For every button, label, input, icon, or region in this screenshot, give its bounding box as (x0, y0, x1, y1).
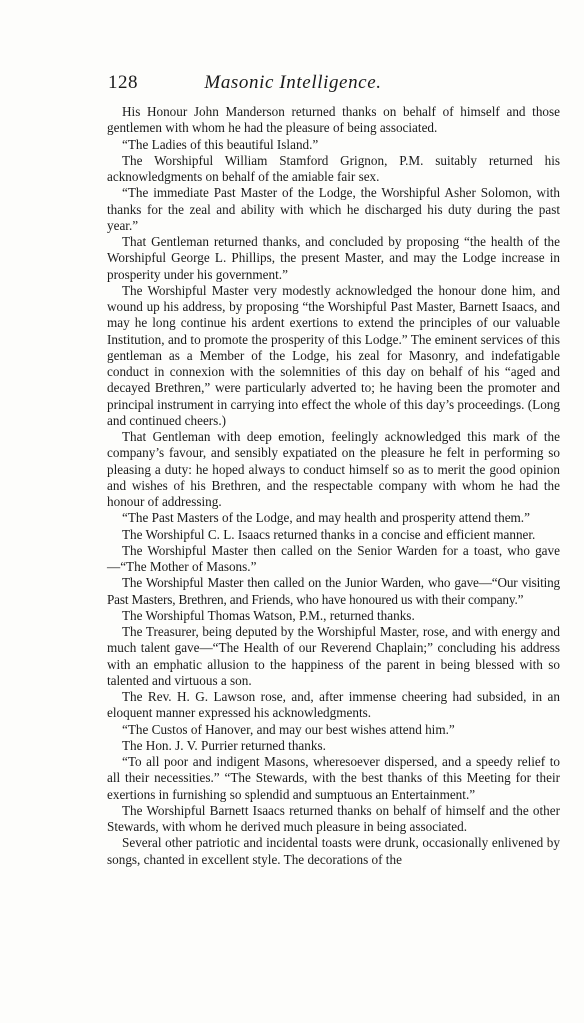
page-header (108, 72, 478, 98)
toast-paragraph: “To all poor and indigent Masons, wheresoever dispersed, and a speedy relief to all their necessities.” “The Stewards, with the best thanks of this Meeting for their exertions in furnishing so splendid and sumptuous an Entertainment.” (107, 754, 560, 802)
toast-paragraph: “The immediate Past Master of the Lodge, the Worshipful Asher Solomon, with thanks for the zeal and ability with which he discharged his duty during the past year.” (107, 185, 560, 233)
paragraph: His Honour John Manderson returned thanks on behalf of himself and those gentlemen with whom he had the pleasure of being associated. (107, 104, 560, 136)
body-text (107, 104, 560, 868)
toast-paragraph: “The Ladies of this beautiful Island.” (122, 136, 319, 152)
paragraph: The Worshipful Thomas Watson, P.M., returned thanks. (122, 607, 415, 623)
running-title: Masonic Intelligence. (204, 72, 382, 93)
paragraph: The Rev. H. G. Lawson rose, and, after immense cheering had subsided, in an eloquent manner expressed his acknowledgments. (107, 689, 560, 721)
paragraph: That Gentleman with deep emotion, feelingly acknowledged this mark of the company’s favour, and sensibly expatiated on the pleasure he felt in performing so pleasing a duty: he hoped always to conduct himself so as to merit the good opinion and wishes of his Brethren, and the respectable company with whom he had the honour of addressing. (107, 429, 560, 509)
paragraph: Several other patriotic and incidental toasts were drunk, occasionally enlivened by songs, chanted in excellent style. The decorations of the (107, 835, 560, 867)
paragraph: The Treasurer, being deputed by the Worshipful Master, rose, and with energy and much talent gave—“The Health of our Reverend Chaplain;” concluding his address with an emphatic allusion to the happiness of the parent in being blessed with so talented and virtuous a son. (107, 624, 560, 688)
paragraph: The Worshipful Barnett Isaacs returned thanks on behalf of himself and the other Stewards, with whom he derived much pleasure in being associated. (107, 802, 560, 834)
paragraph: The Worshipful Master then called on the Senior Warden for a toast, who gave—“The Mother of Masons.” (107, 542, 560, 574)
paragraph: The Worshipful William Stamford Grignon, P.M. suitably returned his acknowledgments on behalf of the amiable fair sex. (107, 152, 560, 184)
page-number: 128 (108, 72, 138, 93)
paragraph: The Worshipful Master very modestly acknowledged the honour done him, and wound up his address, by proposing “the Worshipful Past Master, Barnett Isaacs, and may he long continue his ardent exertions to extend the principles of our valuable Institution, and to promote the prosperity of this Lodge.” The eminent services of this gentleman as a Member of the Lodge, his zeal for Masonry, and indefatigable conduct in connexion with the solemnities of this day on behalf of his “aged and decayed Brethren,” were particularly adverted to; he having been the promoter and principal instrument in carrying into effect the whole of this day’s proceedings. (Long and continued cheers.) (107, 282, 560, 428)
paragraph: The Worshipful Master then called on the Junior Warden, who gave—“Our visiting Past Masters, Brethren, and Friends, who have honoured us with their company.” (107, 575, 560, 607)
toast-paragraph: “The Past Masters of the Lodge, and may health and prosperity attend them.” (122, 510, 530, 526)
paragraph: The Worshipful C. L. Isaacs returned thanks in a concise and efficient manner. (122, 526, 536, 542)
paragraph: That Gentleman returned thanks, and concluded by proposing “the health of the Worshipful George L. Phillips, the present Master, and may the Lodge increase in prosperity under his government.” (107, 234, 560, 282)
paragraph: The Hon. J. V. Purrier returned thanks. (122, 737, 326, 753)
toast-paragraph: “The Custos of Hanover, and may our best wishes attend him.” (122, 721, 455, 737)
